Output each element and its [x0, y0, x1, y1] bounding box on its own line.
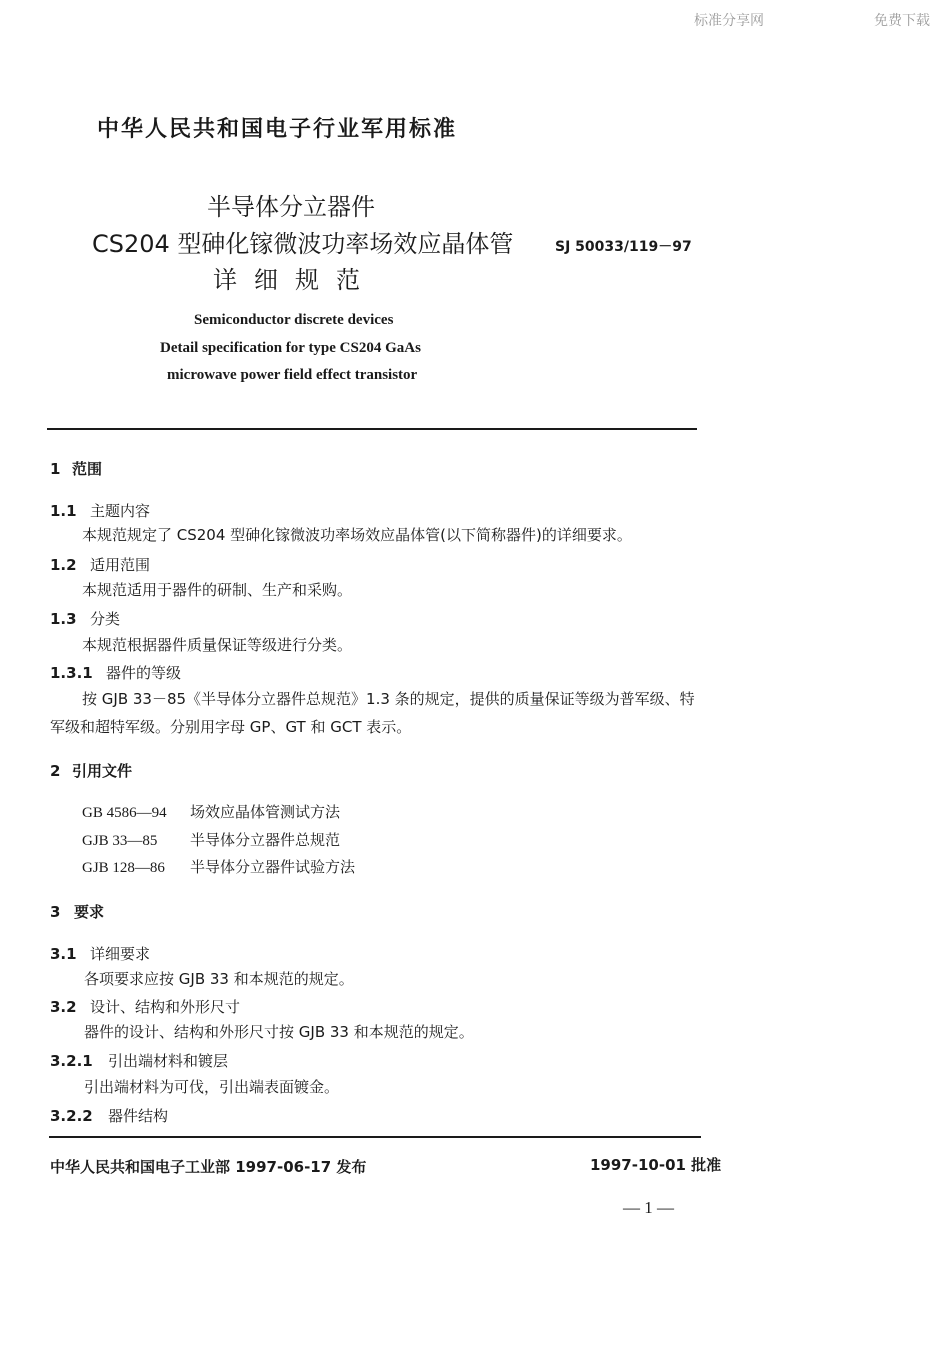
section-3-heading: 3 要求: [50, 903, 105, 921]
english-title-line-2: Detail specification for type CS204 GaAs: [160, 340, 421, 356]
watermark-right: 免费下载: [874, 13, 930, 29]
section-1-3-1-text-line-2: 军级和超特军级。分别用字母 GP、GT 和 GCT 表示。: [50, 718, 412, 736]
section-3-2-heading: 3.2 设计、结构和外形尺寸: [50, 998, 241, 1016]
title-line-2: CS204 型砷化镓微波功率场效应晶体管: [92, 230, 514, 258]
reference-name: 半导体分立器件试验方法: [190, 858, 356, 876]
english-title-line-3: microwave power field effect transistor: [167, 367, 418, 383]
section-1-3-text: 本规范根据器件质量保证等级进行分类。: [82, 636, 353, 654]
reference-code: GB 4586—94: [82, 805, 167, 821]
standard-header: 中华人民共和国电子行业军用标准: [97, 117, 458, 142]
reference-item: [82, 856, 355, 877]
watermark-left: 标准分享网: [694, 13, 764, 29]
reference-code: GJB 128—86: [82, 860, 165, 876]
reference-item: [82, 829, 340, 850]
section-1-2-text: 本规范适用于器件的研制、生产和采购。: [82, 581, 353, 599]
bottom-rule: [49, 1136, 701, 1138]
section-1-1-heading: 1.1 主题内容: [50, 502, 151, 520]
section-1-heading: 1 范围: [50, 460, 103, 478]
section-1-2-heading: 1.2 适用范围: [50, 556, 151, 574]
top-rule: [47, 428, 697, 430]
title-line-1: 半导体分立器件: [207, 193, 375, 221]
issue-date: 中华人民共和国电子工业部 1997-06-17 发布: [50, 1158, 367, 1176]
section-1-3-1-heading: 1.3.1 器件的等级: [50, 664, 182, 682]
section-3-2-1-text: 引出端材料为可伐，引出端表面镀金。: [84, 1078, 340, 1096]
reference-name: 半导体分立器件总规范: [190, 831, 341, 849]
reference-item: [82, 801, 340, 822]
english-title-line-1: Semiconductor discrete devices: [194, 312, 394, 328]
reference-name: 场效应晶体管测试方法: [190, 803, 341, 821]
title-line-3: 详细规范: [213, 266, 377, 294]
section-2-heading: 2 引用文件: [50, 762, 133, 780]
page-number: — 1 —: [623, 1198, 674, 1217]
reference-code: GJB 33—85: [82, 833, 158, 849]
section-1-3-heading: 1.3 分类: [50, 610, 121, 628]
section-1-3-1-text-line-1: 按 GJB 33－85《半导体分立器件总规范》1.3 条的规定，提供的质量保证等级为普军级、特: [82, 690, 695, 708]
section-3-2-text: 器件的设计、结构和外形尺寸按 GJB 33 和本规范的规定。: [84, 1023, 474, 1041]
section-3-1-heading: 3.1 详细要求: [50, 945, 151, 963]
section-1-1-text: 本规范规定了 CS204 型砷化镓微波功率场效应晶体管(以下简称器件)的详细要求。: [82, 526, 632, 544]
section-3-2-1-heading: 3.2.1 引出端材料和镀层: [50, 1052, 229, 1070]
section-3-1-text: 各项要求应按 GJB 33 和本规范的规定。: [84, 970, 354, 988]
standard-code: SJ 50033/119－97: [555, 239, 692, 255]
approval-date: 1997-10-01 批准: [590, 1156, 722, 1174]
section-3-2-2-heading: 3.2.2 器件结构: [50, 1107, 169, 1125]
